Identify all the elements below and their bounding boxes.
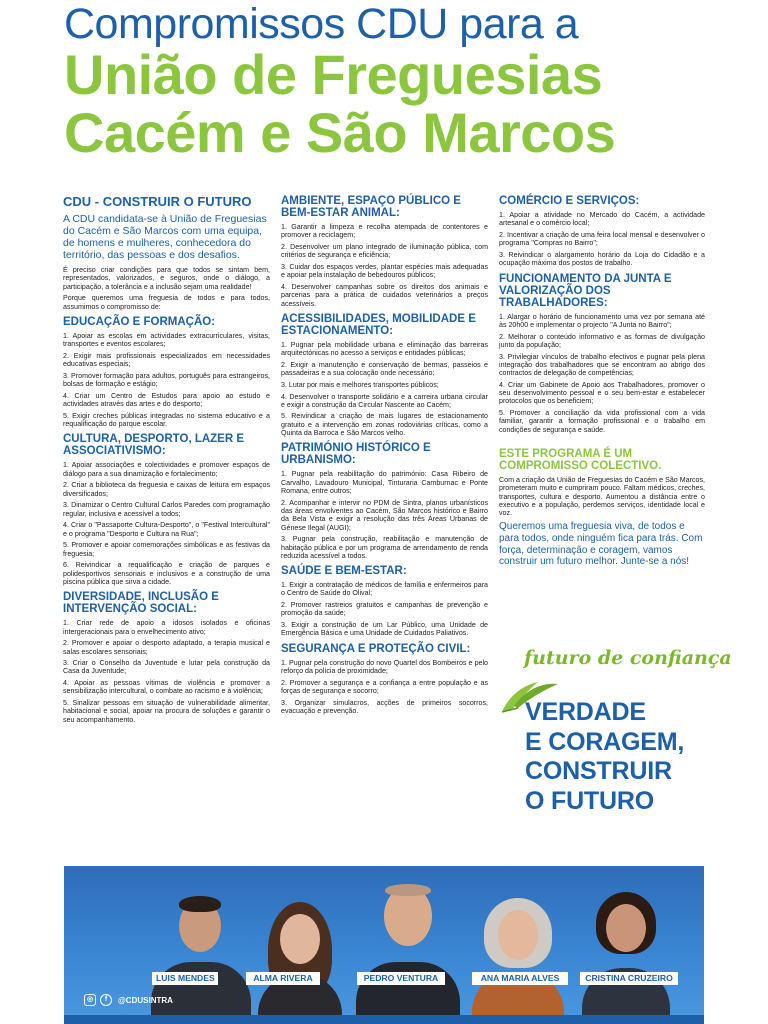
column-1 — [63, 190, 270, 727]
col1-intro-2: Porque queremos uma freguesia de todos e para todos, assumimos o compromisso de: — [63, 294, 270, 311]
list-item: 2. Acompanhar e intervir no PDM de Sintra, planos urbanísticos das áreas envolventes ao Cacém, São Marcos histórico e Bairro da Bela Vista e exigir a resolução das três Áreas Urbanas de Génese Ilegal (AUGI); — [281, 498, 488, 532]
candidate-name-1: LUIS MENDES — [152, 972, 218, 985]
list-item: 1. Apoiar a atividade no Mercado do Cacém, a actividade artesanal e o comércio local; — [499, 211, 705, 228]
list-item: 3. Privilegiar vínculos de trabalho efectivos e pugnar pela plena integração dos trabalhadores que se encontram ao abrigo dos contractos de delegação de competências; — [499, 352, 705, 378]
slogan-line: CONSTRUIR — [525, 757, 672, 785]
list-item: 5. Promover e apoiar comemorações simbólicas e as festivas da freguesia; — [63, 541, 270, 558]
list-item: 2. Criar a biblioteca da freguesia e caixas de leitura em espaços diversificados; — [63, 481, 270, 498]
slogan-line: E CORAGEM, — [525, 727, 685, 756]
list-item: 3. Cuidar dos espaços verdes, plantar espécies mais adequadas e apoiar pela instalação de bebedouros públicos; — [281, 262, 488, 280]
section-title-educacao: EDUCAÇÃO E FORMAÇÃO: — [63, 315, 216, 328]
instagram-icon[interactable]: ◎ — [84, 994, 96, 1006]
facebook-icon[interactable]: f — [100, 994, 112, 1006]
list-item: 2. Promover rastreios gratuitos e campanhas de prevenção e promoção da saúde; — [281, 601, 488, 618]
list-item: 3. Reivindicar o alargamento horário da Loja do Cidadão e a ocupação máxima dos postos de trabalho. — [499, 250, 705, 268]
slogan-line: VERDADE — [525, 698, 646, 726]
candidates-photo-band — [64, 866, 704, 1024]
header-line-1: Compromissos CDU para a — [64, 0, 579, 48]
list-item: 1. Apoiar as escolas em actividades extracurriculares, visitas, transportes e eventos escolares; — [63, 331, 270, 349]
section-title-cultura: CULTURA, DESPORTO, LAZER E ASSOCIATIVISMO: — [63, 433, 245, 458]
list-item: 2. Exigir mais profissionais especializados em necessidades educativas especiais; — [63, 351, 270, 369]
candidate-photo-4 — [466, 884, 570, 1024]
column-2 — [281, 190, 488, 719]
slogan-line: O FUTURO — [525, 786, 654, 815]
list-item: 3. Exigir a construção de um Lar Público, uma Unidade de Emergência Básica e uma Unidade de Cuidados Paliativos. — [281, 621, 488, 638]
list-item: 2. Promover e apoiar o desporto adaptado, a terapia musical e salas escolares sensoriais; — [63, 639, 270, 656]
list-item: 3. Promover formação para adultos, português para estrangeiros, bolsas de formação e estágio; — [63, 371, 270, 389]
section-title-acessibilidades: ACESSIBILIDADES, MOBILIDADE E ESTACIONAMENTO: — [281, 312, 476, 337]
col1-lead: A CDU candidata-se à União de Freguesias do Cacém e São Marcos com uma equipa, de homens e mulheres, conhecedora do território, das pessoas e dos desafios. — [63, 213, 267, 261]
list-item: 2. Incentivar a criação de uma feira local mensal e desenvolver o programa "Compras no Bairro"; — [499, 230, 705, 248]
compromisso-text: Com a criação da União de Freguesias do Cacém e São Marcos, prometeram muito e cumpriram pouco. Faltam médicos, creches, transportes, cultura e desporto. Aumentou a distância entre o executivo e a população, perdemos serviços, identidade local e voz. — [499, 475, 705, 518]
list-item: 3. Lutar por mais e melhores transportes públicos; — [281, 380, 439, 389]
section-title-comercio: COMÉRCIO E SERVIÇOS: — [499, 195, 640, 207]
list-item: 2. Melhorar o conteúdo informativo e as formas de divulgação junto da população; — [499, 332, 705, 349]
section-title-compromisso: ESTE PROGRAMA É UM COMPROMISSO COLECTIVO. — [499, 447, 662, 472]
page-header — [64, 2, 754, 162]
list-item: 2. Promover a segurança e a confiança a entre população e as forças de segurança e socorro; — [281, 678, 488, 695]
list-item: 1. Exigir a contratação de médicos de família e enfermeiros para o Centro de Saúde do Olival; — [281, 581, 488, 598]
compromisso-closing: Queremos uma freguesia viva, de todos e para todos, onde ninguém fica para trás. Com força, determinação e coragem, vamos construir um futuro melhor. Junte-se a nós! — [499, 521, 703, 568]
candidate-photo-5 — [574, 876, 678, 1024]
col1-intro-1: É preciso criar condições para que todos se sintam bem, representados, valorizados, e seguros, onde o diálogo, a participação, a tolerância e a inclusão sejam uma realidade! — [63, 266, 270, 291]
candidate-name-2: ALMA RIVERA — [246, 972, 320, 985]
futuro-de-confianca-logo: futuro de confiança — [524, 647, 732, 669]
list-item: 4. Apoiar as pessoas vítimas de violência e promover a sensibilização intercultural, o combate ao racismo e à violência; — [63, 679, 270, 696]
list-item: 4. Criar o "Passaporte Cultura-Desporto", o "Festival Intercultural" e o programa "Desporto e Cultura na Rua"; — [63, 521, 270, 538]
list-item: 2. Desenvolver um plano integrado de iluminação pública, com critérios de segurança e eficiência; — [281, 242, 488, 260]
section-title-diversidade: DIVERSIDADE, INCLUSÃO E INTERVENÇÃO SOCIAL: — [63, 591, 219, 616]
header-line-2: União de Freguesias — [64, 43, 603, 106]
header-line-3: Cacém e São Marcos — [64, 101, 616, 164]
section-title-saude: SAÚDE E BEM-ESTAR: — [281, 565, 407, 578]
list-item: 4. Criar um Gabinete de Apoio aos Trabalhadores, promover o seu desenvolvimento pessoal e o seu bem-estar e estabelecer protocolos que os beneficiem; — [499, 380, 705, 406]
candidate-name-5: CRISTINA CRUZEIRO — [580, 972, 678, 985]
list-item: 3. Organizar simulacros, acções de primeiros socorros, evacuação e prevenção. — [281, 698, 488, 715]
list-item: 1. Criar rede de apoio a idosos isolados e oficinas intergeracionais para o envelhecimento ativo; — [63, 619, 270, 636]
candidate-name-4: ANA MARIA ALVES — [472, 972, 568, 985]
list-item: 3. Criar o Conselho da Juventude e lutar pela construção da Casa da Juventude; — [63, 659, 270, 676]
list-item: 5. Promover a conciliação da vida profissional com a vida familiar, garantir a formação profissional e o trabalho em condições de segurança e saúde. — [499, 409, 705, 434]
list-item: 4. Desenvolver o transporte solidário e a carreira urbana circular e exigir a construção da Circular Nascente ao Cacém; — [281, 392, 488, 409]
list-item: 1. Apoiar associações e colectividades e promover espaços de diálogo para a sua dinamização e fortalecimento; — [63, 461, 270, 478]
list-item: 1. Pugnar pela construção do novo Quartel dos Bombeiros e pelo reforço da polícia de proximidade; — [281, 658, 488, 675]
candidate-photo-2 — [250, 884, 350, 1024]
list-item: 4. Criar um Centro de Estudos para apoio ao estudo e actividades através das artes e do desporto; — [63, 391, 270, 409]
list-item: 5. Reivindicar a criação de mais lugares de estacionamento gratuito e a intervenção em zonas rodoviárias críticas, como a Quinta da Barroca e São Marcos velho. — [281, 412, 488, 438]
list-item: 5. Sinalizar pessoas em situação de vulnerabilidade alimentar, habitacional e social, apoiar na procura de soluções e garantir o seu acompanhamento. — [63, 699, 270, 724]
section-title-seguranca: SEGURANÇA E PROTEÇÃO CIVIL: — [281, 642, 471, 655]
section-title-ambiente: AMBIENTE, ESPAÇO PÚBLICO E BEM-ESTAR ANIMAL: — [281, 195, 461, 219]
candidate-photo-3 — [352, 878, 464, 1024]
list-item: 2. Exigir a manutenção e conservação de bermas, passeios e passadeiras e a sua colocação onde necessário; — [281, 360, 488, 378]
list-item: 3. Pugnar pela construção, reabilitação e manutenção de habitação pública e por um programa de arrendamento de renda reduzida acessível a todos. — [281, 535, 488, 560]
candidate-name-3: PEDRO VENTURA — [357, 972, 445, 985]
list-item: 5. Exigir creches públicas integradas no sistema educativo e a requalificação do parque escolar. — [63, 411, 270, 429]
list-item: 1. Garantir a limpeza e recolha atempada de contentores e promover a reciclagem; — [281, 223, 488, 240]
list-item: 1. Pugnar pela reabilitação do património: Casa Ribeiro de Carvalho, Lavadouro Municipal, Tinturaria Camburnac e Ponte Romana, entre outros; — [281, 470, 488, 495]
slogan — [525, 698, 684, 816]
section-title-patrimonio: PATRIMÓNIO HISTÓRICO E URBANISMO: — [281, 442, 431, 467]
list-item: 1. Pugnar pela mobilidade urbana e eliminação das barreiras arquitectónicas no acesso a serviços e entidades públicas; — [281, 340, 488, 358]
social-handle[interactable]: @CDUSINTRA — [118, 995, 173, 1005]
column-3 — [499, 190, 705, 568]
section-title-funcionamento: FUNCIONAMENTO DA JUNTA E VALORIZAÇÃO DOS TRABALHADORES: — [499, 272, 672, 309]
list-item: 3. Dinamizar o Centro Cultural Carlos Paredes com programação regular, inclusiva e acessível a todos; — [63, 501, 270, 518]
list-item: 6. Reivindicar a requalificação e criação de parques e polidesportivos sensoriais e inclusivos e a construção de uma piscina pública que sirva a cidade. — [63, 561, 270, 586]
social-links — [84, 994, 173, 1006]
col1-title: CDU - CONSTRUIR O FUTURO — [63, 194, 252, 209]
bottom-bar — [64, 1015, 704, 1024]
list-item: 1. Alargar o horário de funcionamento uma vez por semana até às 20h00 e implementar o projecto "A Junta no Bairro"; — [499, 312, 705, 329]
list-item: 4. Desenvolver campanhas sobre os direitos dos animais e parcerias para a prática de cuidados veterinários a preços acessíveis. — [281, 282, 488, 308]
